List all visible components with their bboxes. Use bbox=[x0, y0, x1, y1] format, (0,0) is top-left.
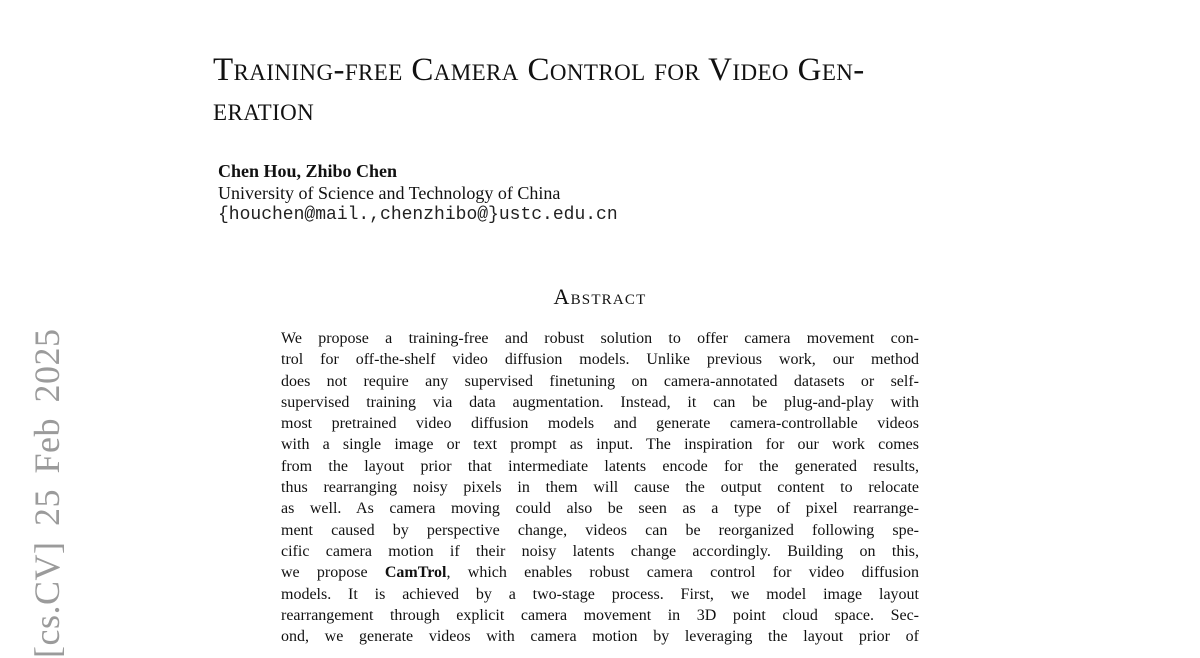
author-affiliation: University of Science and Technology of China bbox=[218, 183, 561, 203]
abstract-text: rearrangement through explicit camera movement in 3D point cloud space. Sec- bbox=[281, 606, 919, 624]
abstract-line bbox=[281, 626, 919, 647]
abstract-line bbox=[281, 434, 919, 455]
abstract-text: cific camera motion if their noisy latents change accordingly. Building on this, bbox=[281, 542, 919, 560]
arxiv-stamp: [cs.CV] 25 Feb 2025 bbox=[27, 328, 67, 658]
author-names: Chen Hou, Zhibo Chen bbox=[218, 161, 398, 181]
abstract-line bbox=[281, 349, 919, 370]
abstract-text: does not require any supervised finetuning on camera-annotated datasets or self- bbox=[281, 372, 919, 390]
abstract-text: trol for off-the-shelf video diffusion models. Unlike previous work, our method bbox=[281, 351, 919, 369]
abstract-line bbox=[281, 605, 919, 626]
paper-title bbox=[213, 50, 865, 130]
abstract-line bbox=[281, 392, 919, 413]
author-block bbox=[218, 160, 618, 226]
abstract-line bbox=[281, 328, 919, 349]
abstract-heading: Abstract bbox=[553, 284, 647, 309]
abstract-text: supervised training via data augmentation. Instead, it can be plug-and-play with bbox=[281, 393, 919, 411]
abstract-line bbox=[281, 562, 919, 583]
abstract-text: with a single image or text prompt as input. The inspiration for our work comes bbox=[281, 436, 919, 454]
abstract-text: most pretrained video diffusion models and generate camera-controllable videos bbox=[281, 415, 919, 433]
abstract-text: we propose bbox=[281, 564, 385, 582]
abstract-text: , which enables robust camera control for video diffusion bbox=[446, 564, 919, 582]
abstract-line bbox=[281, 541, 919, 562]
abstract-line bbox=[281, 584, 919, 605]
abstract-line bbox=[281, 456, 919, 477]
abstract-text: ond, we generate videos with camera motion by leveraging the layout prior of bbox=[281, 628, 919, 646]
abstract-line bbox=[281, 520, 919, 541]
abstract-text: thus rearranging noisy pixels in them will cause the output content to relocate bbox=[281, 479, 919, 497]
paper-title-line-1: Training-free Camera Control for Video Gen- bbox=[213, 52, 865, 88]
author-emails: {houchen@mail.,chenzhibo@}ustc.edu.cn bbox=[218, 205, 618, 225]
abstract-line bbox=[281, 498, 919, 519]
paper-title-line-2: eration bbox=[213, 92, 315, 128]
abstract-text: as well. As camera moving could also be seen as a type of pixel rearrange- bbox=[281, 500, 919, 518]
abstract-text: ment caused by perspective change, videos can be reorganized following spe- bbox=[281, 521, 919, 539]
abstract-text: models. It is achieved by a two-stage process. First, we model image layout bbox=[281, 585, 919, 603]
abstract-line bbox=[281, 371, 919, 392]
abstract-text: We propose a training-free and robust solution to offer camera movement con- bbox=[281, 330, 919, 347]
abstract-text: from the layout prior that intermediate latents encode for the generated results, bbox=[281, 457, 919, 475]
abstract-line bbox=[281, 413, 919, 434]
abstract-line bbox=[281, 477, 919, 498]
abstract-body bbox=[281, 328, 919, 647]
abstract-bold-text: CamTrol bbox=[384, 564, 447, 582]
